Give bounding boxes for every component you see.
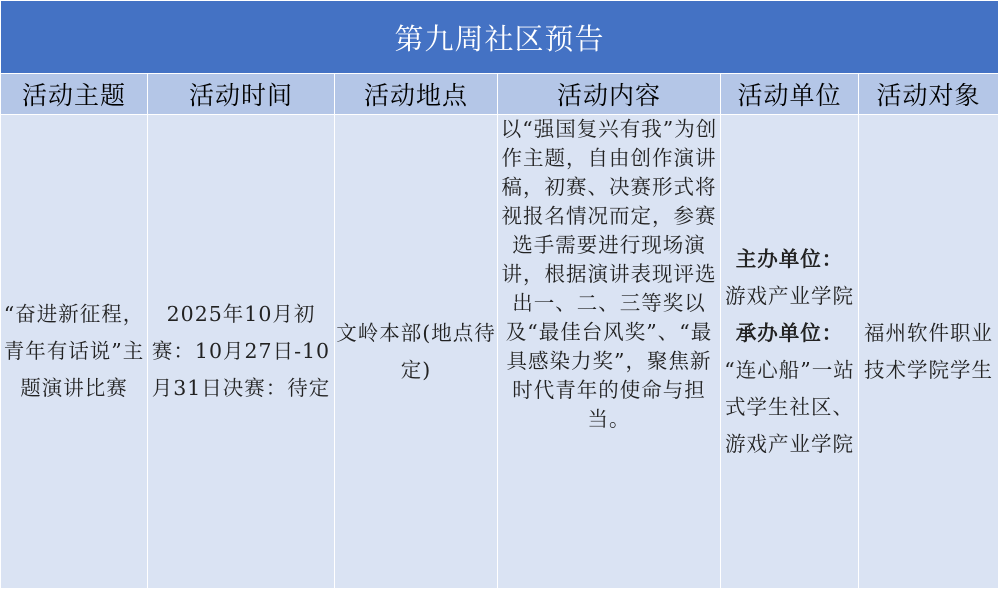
header-target: 活动对象 bbox=[859, 74, 998, 115]
co-organizer-label: 承办单位： bbox=[735, 320, 844, 345]
organizer-label: 主办单位： bbox=[735, 246, 844, 271]
co-organizer-name: “连心船”一站式学生社区、游戏产业学院 bbox=[724, 357, 855, 456]
header-place: 活动地点 bbox=[335, 74, 498, 115]
cell-unit bbox=[721, 115, 859, 589]
title-row bbox=[1, 1, 998, 74]
organizer-name: 游戏产业学院 bbox=[725, 283, 854, 308]
cell-place: 文岭本部(地点待定) bbox=[335, 115, 498, 589]
cell-topic: “奋进新征程，青年有话说”主题演讲比赛 bbox=[1, 115, 148, 589]
cell-content: 以“强国复兴有我”为创作主题，自由创作演讲稿，初赛、决赛形式将视报名情况而定，参赛选手需要进行现场演讲，根据演讲表现评选出一、二、三等奖以及“最佳台风奖”、“最具感染力奖”，聚焦新时代青年的使命与担当。 bbox=[498, 115, 721, 589]
cell-target: 福州软件职业技术学院学生 bbox=[859, 115, 998, 589]
header-time: 活动时间 bbox=[148, 74, 335, 115]
header-topic: 活动主题 bbox=[1, 74, 148, 115]
cell-time: 2025年10月初赛：10月27日-10月31日决赛：待定 bbox=[148, 115, 335, 589]
header-unit: 活动单位 bbox=[721, 74, 859, 115]
page-title: 第九周社区预告 bbox=[1, 1, 998, 74]
header-content: 活动内容 bbox=[498, 74, 721, 115]
header-row bbox=[1, 74, 998, 115]
table-row bbox=[1, 115, 998, 589]
